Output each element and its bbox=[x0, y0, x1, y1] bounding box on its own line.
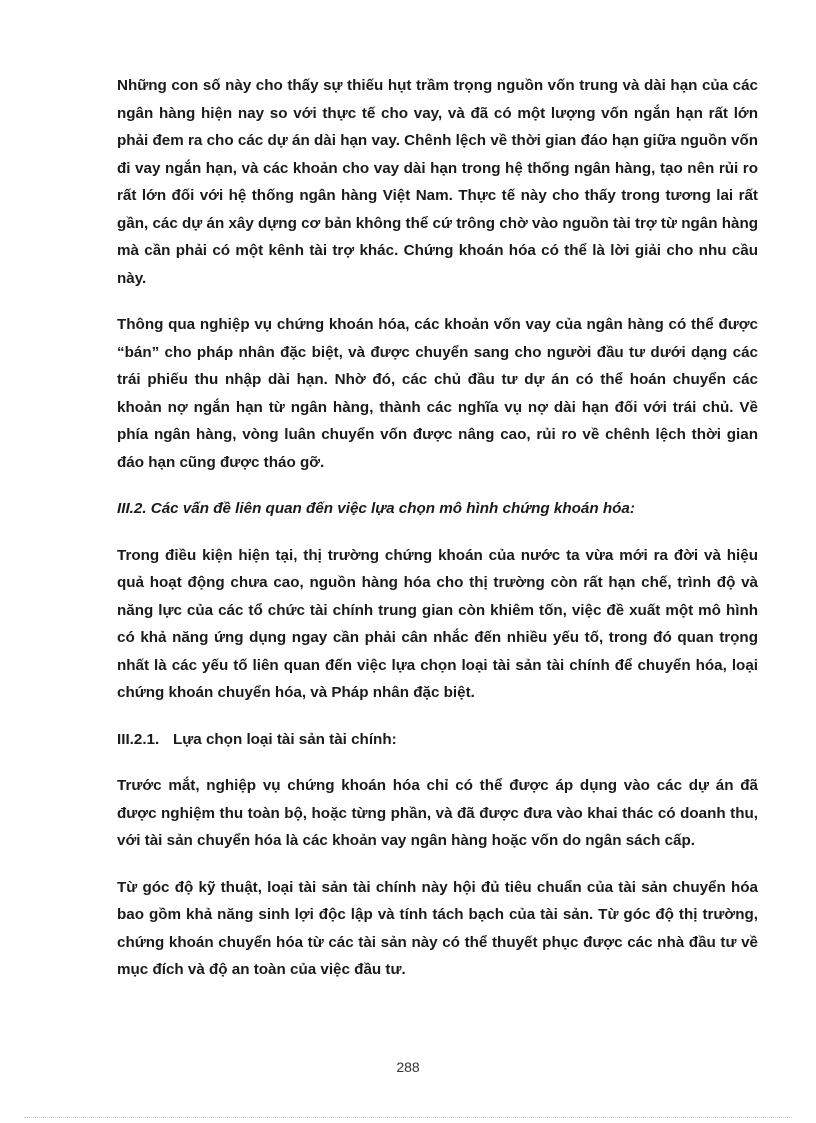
page-number: 288 bbox=[396, 1059, 420, 1075]
paragraph-technical-perspective: Từ góc độ kỹ thuật, loại tài sản tài chính này hội đủ tiêu chuẩn của tài sản chuyển hóa bao gồm khả năng sinh lợi độc lập và tính tách bạch của tài sản. Từ góc độ thị trường, chứng khoán chuyển hóa từ các tài sản này có thể thuyết phục được các nhà đầu tư về mục đích và độ an toàn của việc đầu tư. bbox=[117, 878, 758, 978]
section-heading-iii-2: III.2. Các vấn đề liên quan đến việc lựa chọn mô hình chứng khoán hóa: bbox=[117, 500, 635, 517]
paragraph-immediate-application: Trước mắt, nghiệp vụ chứng khoán hóa chỉ có thể được áp dụng vào các dự án đã được nghiệm thu toàn bộ, hoặc từng phần, và đã được đưa vào khai thác có doanh thu, với tài sản chuyển hóa là các khoản vay ngân hàng hoặc vốn do ngân sách cấp. bbox=[117, 777, 758, 849]
paragraph-capital-shortage: Những con số này cho thấy sự thiếu hụt trầm trọng nguồn vốn trung và dài hạn của các ngân hàng hiện nay so với thực tế cho vay, và đã có một lượng vốn ngắn hạn rất lớn phải đem ra cho các dự án dài hạn vay. Chênh lệch về thời gian đáo hạn giữa nguồn vốn đi vay ngắn hạn, và các khoản cho vay dài hạn trong hệ thống ngân hàng, tạo nên rủi ro rất lớn đối với hệ thống ngân hàng Việt Nam. Thực tế này cho thấy trong tương lai rất gần, các dự án xây dựng cơ bản không thể cứ trông chờ vào nguồn tài trợ từ ngân hàng mà cần phải có một kênh tài trợ khác. Chứng khoán hóa có thể là lời giải cho nhu cầu này. bbox=[117, 77, 758, 287]
paragraph-current-conditions: Trong điều kiện hiện tại, thị trường chứng khoán của nước ta vừa mới ra đời và hiệu quả hoạt động chưa cao, nguồn hàng hóa cho thị trường còn rất hạn chế, trình độ và năng lực của các tổ chức tài chính trung gian còn khiêm tốn, việc đề xuất một mô hình có khả năng ứng dụng ngay cần phải cân nhắc đến nhiều yếu tố, trong đó quan trọng nhất là các yếu tố liên quan đến việc lựa chọn loại tài sản tài chính để chuyển hóa, loại chứng khoán chuyển hóa, và Pháp nhân đặc biệt. bbox=[117, 546, 758, 701]
footer-divider bbox=[24, 1117, 792, 1118]
document-body bbox=[117, 72, 758, 1003]
subsection-number: III.2.1. bbox=[117, 730, 160, 748]
paragraph-securitization-process: Thông qua nghiệp vụ chứng khoán hóa, các khoản vốn vay của ngân hàng có thể được “bán” cho pháp nhân đặc biệt, và được chuyển sang cho người đầu tư dưới dạng các trái phiếu thu nhập dài hạn. Nhờ đó, các chủ đầu tư dự án có thể hoán chuyển các khoản nợ ngắn hạn từ ngân hàng, thành các nghĩa vụ nợ dài hạn đối với trái chủ. Về phía ngân hàng, vòng luân chuyển vốn được nâng cao, rủi ro về chênh lệch thời gian đáo hạn cũng được tháo gỡ. bbox=[117, 316, 758, 471]
subsection-heading-iii-2-1 bbox=[117, 726, 758, 754]
subsection-title: Lựa chọn loại tài sản tài chính: bbox=[173, 730, 397, 748]
